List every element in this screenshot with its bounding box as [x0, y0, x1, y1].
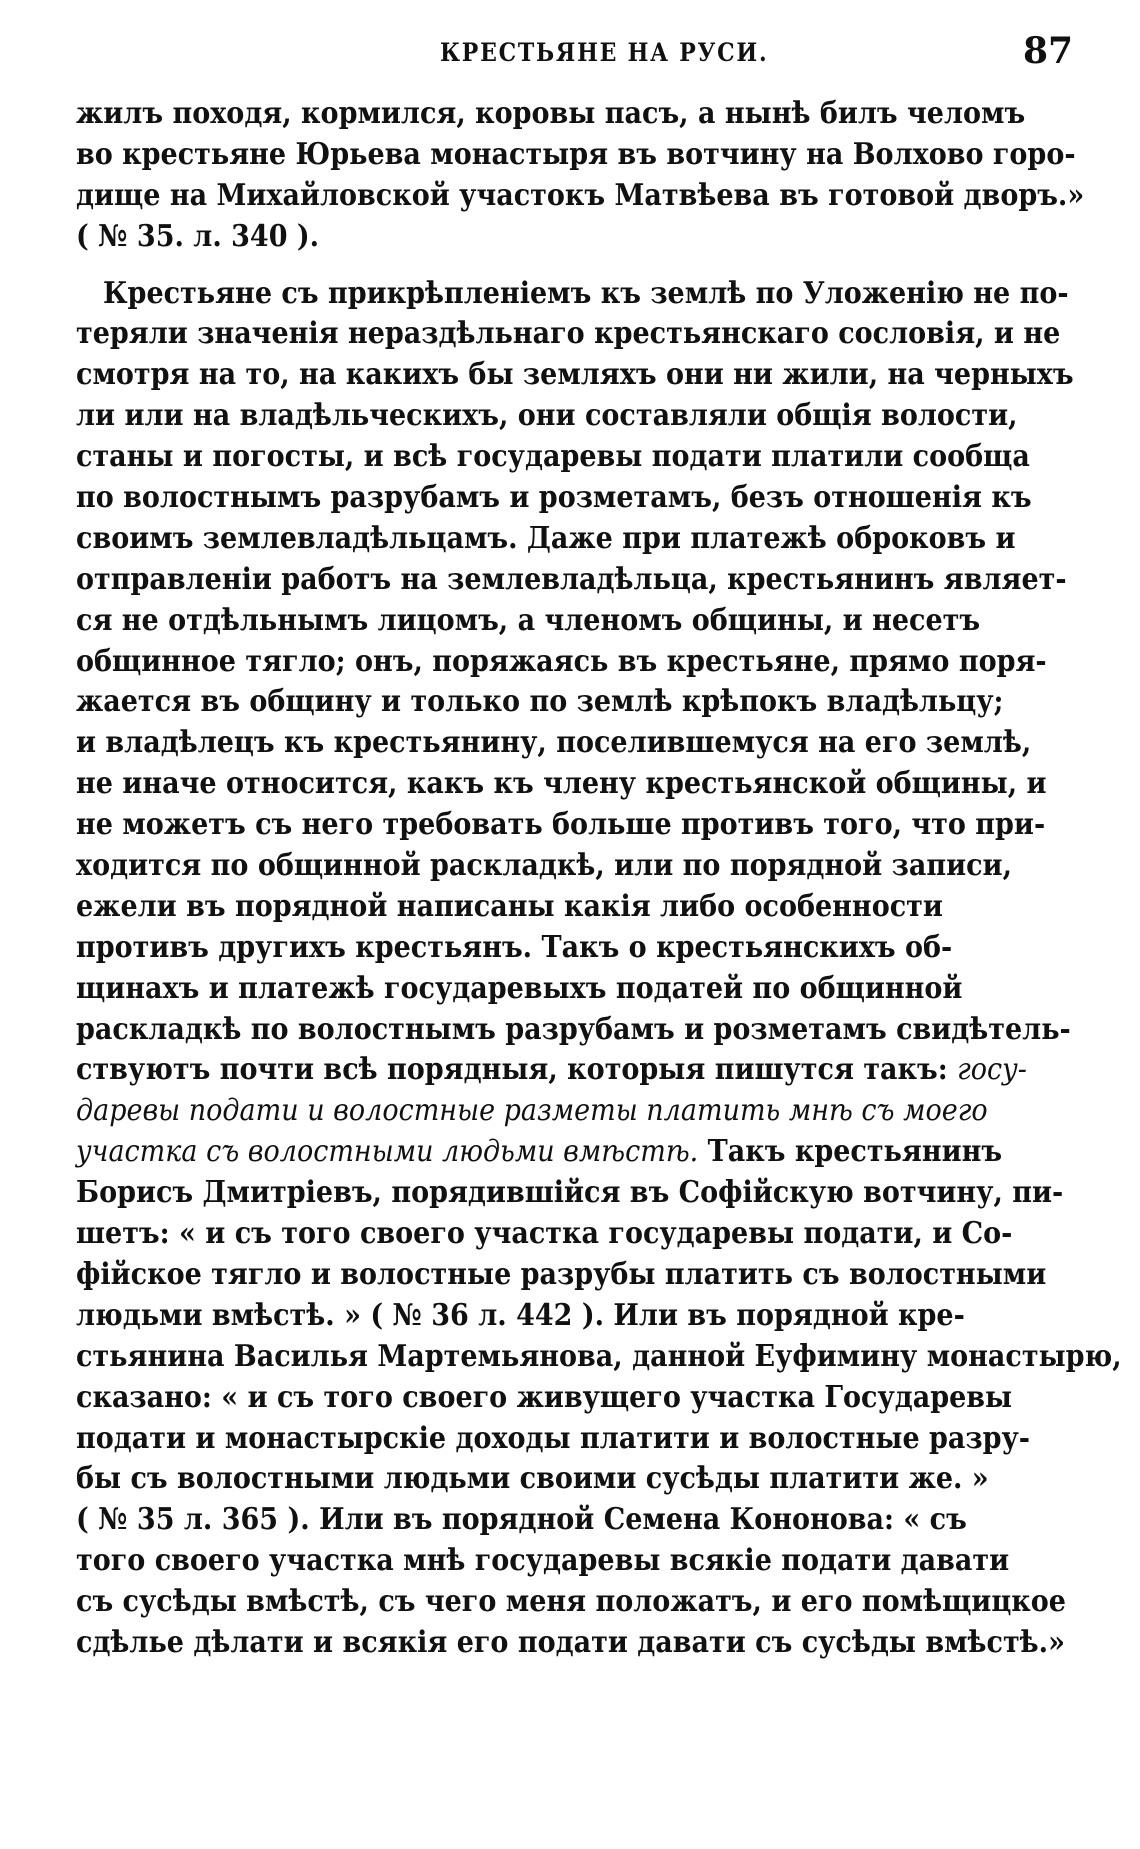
running-title: КРЕСТЬЯНЕ НА РУСИ. — [440, 38, 769, 67]
text-line: станы и погосты, и всѣ государевы подати платили сообща — [76, 439, 1030, 475]
text-line: подати и монастырскіе доходы платити и волостные разру- — [76, 1420, 1031, 1456]
text-line: сдѣлье дѣлати и всякія его подати давати съ сусѣды вмѣстѣ.» — [76, 1624, 1065, 1660]
text-line: ли или на владѣльческихъ, они составляли общія волости, — [76, 398, 1018, 434]
paragraph-gap — [76, 258, 1066, 274]
text-line: ( № 35. л. 340 ). — [76, 218, 320, 254]
text-line: бы съ волостными людьми своими сусѣды платити же. » — [76, 1461, 989, 1497]
text-line: Крестьяне съ прикрѣпленіемъ къ землѣ по Уложенію не по- — [103, 275, 1069, 311]
paragraph-peasants — [76, 274, 1122, 1664]
line-lead-text: ствуютъ почти всѣ порядныя, которыя пишутся такъ: — [76, 1052, 958, 1088]
text-line: Борисъ Дмитріевъ, порядившійся въ Софійскую вотчину, пи- — [76, 1175, 1064, 1211]
text-line: жается въ общину и только по землѣ крѣпокъ владѣльцу; — [76, 684, 1004, 720]
text-line: раскладкѣ по волостнымъ разрубамъ и розметамъ свидѣтель- — [76, 1011, 1071, 1047]
text-line: съ сусѣды вмѣстѣ, съ чего меня положатъ, и его помѣщицкое — [76, 1584, 1066, 1620]
text-line: стьянина Василья Мартемьянова, данной Еуфимину монастырю, — [76, 1338, 1122, 1374]
text-line: дище на Михайловской участокъ Матвѣева въ готовой дворъ.» — [76, 177, 1085, 213]
paragraph-continued — [76, 94, 1085, 258]
text-line: теряли значенія нераздѣльнаго крестьянскаго сословія, и не — [76, 316, 1061, 352]
text-line: жилъ походя, кормился, коровы пасъ, а нынѣ билъ челомъ — [76, 96, 1026, 131]
italic-quote-line: даревы подати и волостные разметы платить мнѣ съ моего — [76, 1093, 988, 1129]
text-line: того своего участка мнѣ государевы всякіе подати давати — [76, 1543, 1010, 1579]
line-trail-text: Такъ крестьянинъ — [698, 1134, 1003, 1170]
text-line: ( № 35 л. 365 ). Или въ порядной Семена Кононова: « съ — [76, 1502, 967, 1538]
text-line: отправленіи работъ на землевладѣльца, крестьянинъ являет- — [76, 561, 1067, 597]
text-line: общинное тягло; онъ, поряжаясь въ крестьяне, прямо поря- — [76, 643, 1047, 679]
text-line: смотря на то, на какихъ бы земляхъ они ни жили, на черныхъ — [76, 357, 1074, 393]
text-line: и владѣлецъ къ крестьянину, поселившемуся на его землѣ, — [76, 725, 1032, 761]
text-line: противъ другихъ крестьянъ. Такъ о крестьянскихъ об- — [76, 929, 953, 965]
text-line-with-quote — [76, 1050, 1027, 1091]
italic-quote-start: госу- — [957, 1052, 1027, 1088]
text-line: шетъ: « и съ того своего участка государевы подати, и Со- — [76, 1216, 1013, 1252]
text-line: не можетъ съ него требовать больше противъ того, что при- — [76, 807, 1046, 843]
text-line: фійское тягло и волостные разрубы платить съ волостными — [76, 1256, 1047, 1292]
text-line: ежели въ порядной написаны какія либо особенности — [76, 888, 943, 924]
text-line: ходится по общинной раскладкѣ, или по порядной записи, — [76, 848, 1012, 884]
page-text — [76, 94, 1122, 1664]
text-line: щинахъ и платежѣ государевыхъ податей по общинной — [76, 970, 963, 1006]
page-number: 87 — [1023, 30, 1074, 72]
text-line: сказано: « и съ того своего живущего участка Государевы — [76, 1379, 1013, 1415]
text-line: не иначе относится, какъ къ члену крестьянской общины, и — [76, 766, 1047, 802]
text-line: людьми вмѣстѣ. » ( № 36 л. 442 ). Или въ порядной кре- — [76, 1297, 965, 1333]
text-line: своимъ землевладѣльцамъ. Даже при платежѣ оброковъ и — [76, 520, 1016, 556]
text-line-with-quote — [76, 1132, 1003, 1173]
text-line: по волостнымъ разрубамъ и розметамъ, безъ отношенія къ — [76, 480, 1032, 516]
italic-quote-end: участка съ волостными людьми вмѣстѣ. — [76, 1134, 699, 1170]
text-line: ся не отдѣльнымъ лицомъ, а членомъ общины, и несетъ — [76, 602, 981, 638]
text-line: во крестьяне Юрьева монастыря въ вотчину на Волхово горо- — [76, 136, 1076, 172]
